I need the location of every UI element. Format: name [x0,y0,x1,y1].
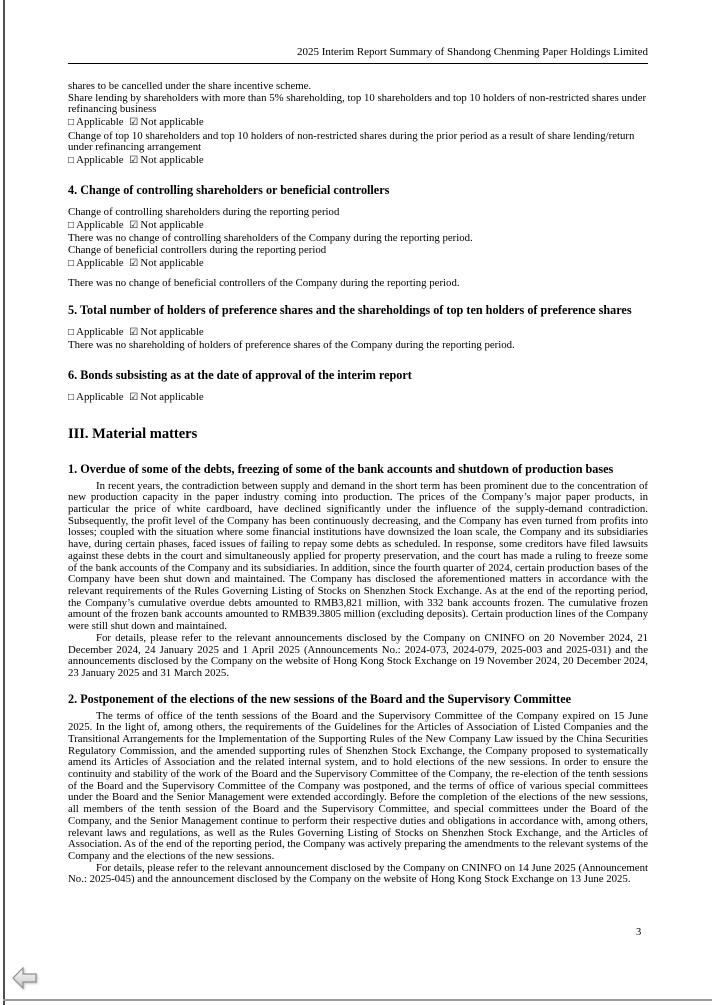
checkbox-unchecked-icon: □ [68,117,75,129]
page-left-edge [3,0,5,1005]
body-line: Change of beneficial controllers during the reporting period [68,243,327,256]
applicability-row [68,117,648,129]
page-bottom-edge [3,999,712,1001]
applicability-row [68,258,648,270]
section-5-heading: 5. Total number of holders of preference shares and the shareholdings of top ten holders of preference shares [68,303,632,318]
checkbox-checked-icon: ☑ [129,155,139,167]
applicability-row [68,392,648,404]
subsection-1-heading: 1. Overdue of some of the debts, freezing of some of the bank accounts and shutdown of production bases [68,461,614,476]
back-arrow-button[interactable] [11,966,39,992]
body-line: shares to be cancelled under the share incentive scheme. [68,80,312,92]
checkbox-checked-icon: ☑ [129,327,139,339]
applicable-label: Applicable [76,326,124,339]
applicable-label: Applicable [76,257,124,269]
report-page [68,46,648,886]
body-line: There was no shareholding of holders of preference shares of the Company during the reporting period. [68,339,515,352]
applicable-label: Applicable [76,154,124,167]
body-line: Change of controlling shareholders during the reporting period [68,205,340,218]
paragraph: For details, please refer to the relevant announcements disclosed by the Company on CNINFO on 20 November 2024, 21 December 2024, 24 January 2025 and 1 April 2025 (Announcements No.: 2024-073, 2024-079, 2025-003 and 2025-031) and the announcements disclosed by the Company on the website of Hong Kong Stock Exchange on 19 November 2024, 20 December 2024, 23 January 2025 and 31 March 2025. [68,631,648,679]
checkbox-unchecked-icon: □ [68,258,75,269]
checkbox-checked-icon: ☑ [129,391,139,403]
checkbox-unchecked-icon: □ [68,391,75,403]
not-applicable-label: Not applicable [140,219,204,232]
chapter-heading-material-matters: III. Material matters [68,426,198,443]
applicable-label: Applicable [76,219,124,232]
section-4-heading: 4. Change of controlling shareholders or beneficial controllers [68,182,390,197]
checkbox-unchecked-icon: □ [68,327,75,339]
applicable-label: Applicable [76,390,124,403]
page-header-title: 2025 Interim Report Summary of Shandong Chenming Paper Holdings Limited [68,46,648,64]
not-applicable-label: Not applicable [140,326,204,339]
not-applicable-label: Not applicable [140,154,204,167]
page-number: 3 [636,927,642,938]
not-applicable-label: Not applicable [140,257,204,269]
body-line: Share lending by shareholders with more than 5% shareholding, top 10 shareholders and top 10 holders of non-restricted shares under refinancing business [68,91,647,116]
checkbox-checked-icon: ☑ [129,258,139,269]
section-6-heading: 6. Bonds subsisting as at the date of approval of the interim report [68,367,412,382]
checkbox-unchecked-icon: □ [68,155,75,167]
not-applicable-label: Not applicable [140,390,204,403]
subsection-2-heading: 2. Postponement of the elections of the new sessions of the Board and the Supervisory Committee [68,691,572,706]
checkbox-checked-icon: ☑ [129,117,139,129]
applicability-row [68,327,648,339]
body-line: There was no change of controlling shareholders of the Company during the reporting period. [68,232,473,245]
body-line: There was no change of beneficial controllers of the Company during the reporting period. [68,276,460,289]
not-applicable-label: Not applicable [140,116,204,129]
applicability-row [68,155,648,167]
body-line: Change of top 10 shareholders and top 10 holders of non-restricted shares during the prior period as a result of share lending/return under refinancing arrangement [68,129,635,154]
applicable-label: Applicable [76,116,124,129]
paragraph: The terms of office of the tenth sessions of the Board and the Supervisory Committee of the Company expired on 15 June 2025. In the light of, among others, the requirements of the Guidelines for the Articles of Association of Listed Companies and the Transitional Arrangements for the Implementation of the Supporting Rules of the New Company Law issued by the China Securities Regulatory Commission, and the amended supporting rules of Shenzhen Stock Exchange, the Company proposed to systematically amend its Articles of Association and the related internal system, and to hold elections of the new sessions. In order to ensure the continuity and stability of the work of the Board and the Supervisory Committee of the Company, the re-election of the tenth sessions of the Board and the Supervisory Committee of the Company was postponed, and the terms of office of various special committees under the Board and the Senior Management were extended accordingly. Before the completion of the elections of the new sessions, all members of the tenth session of the Board and the Supervisory Committee, and special committees under the Board of the Company, and the Senior Management continue to perform their respective duties and obligations in accordance with, among others, relevant laws and regulations, as well as the Rules Governing Listing of Stocks on Shenzhen Stock Exchange, and the Articles of Association. As of the end of the reporting period, the Company was actively preparing the amendments to the relevant systems of the Company and the elections of the new sessions. [68,709,648,862]
applicability-row [68,220,648,232]
paragraph: For details, please refer to the relevant announcement disclosed by the Company on CNINFO on 14 June 2025 (Announcement No.: 2025-045) and the announcement disclosed by the Company on the website of Hong Kong Stock Exchange on 13 June 2025. [68,861,648,886]
checkbox-unchecked-icon: □ [68,220,75,232]
checkbox-checked-icon: ☑ [129,220,139,232]
back-arrow-icon [11,978,38,995]
paragraph: In recent years, the contradiction between supply and demand in the short term has been prominent due to the concentration of new production capacity in the paper industry coming into production. The prices of the Company’s major paper products, in particular the price of white cardboard, have declined significantly under the influence of the supply-demand contradiction. Subsequently, the profit level of the Company has been continuously decreasing, and the Company has even turned from profits into losses; coupled with the situation where some financial institutions have downsized the loan scale, the Company and its subsidiaries have, during certain phases, faced issues of failing to repay some debts as scheduled. In response, some creditors have filed lawsuits against these debts in the court and simultaneously applied for property preservation, and the court has made a ruling to freeze some of the bank accounts of the Company and its subsidiaries. In addition, since the fourth quarter of 2024, certain production bases of the Company have been shut down and maintained. The Company has disclosed the aforementioned matters in accordance with the relevant requirements of the Rules Governing Listing of Stocks on Shenzhen Stock Exchange. As at the end of the reporting period, the Company’s cumulative overdue debts amounted to RMB3,821 million, with 332 bank accounts frozen. The cumulative frozen amount of the frozen bank accounts amounted to RMB39.3805 million (excluding deposits). Certain production lines of the Company were still shut down and maintained. [68,479,648,633]
